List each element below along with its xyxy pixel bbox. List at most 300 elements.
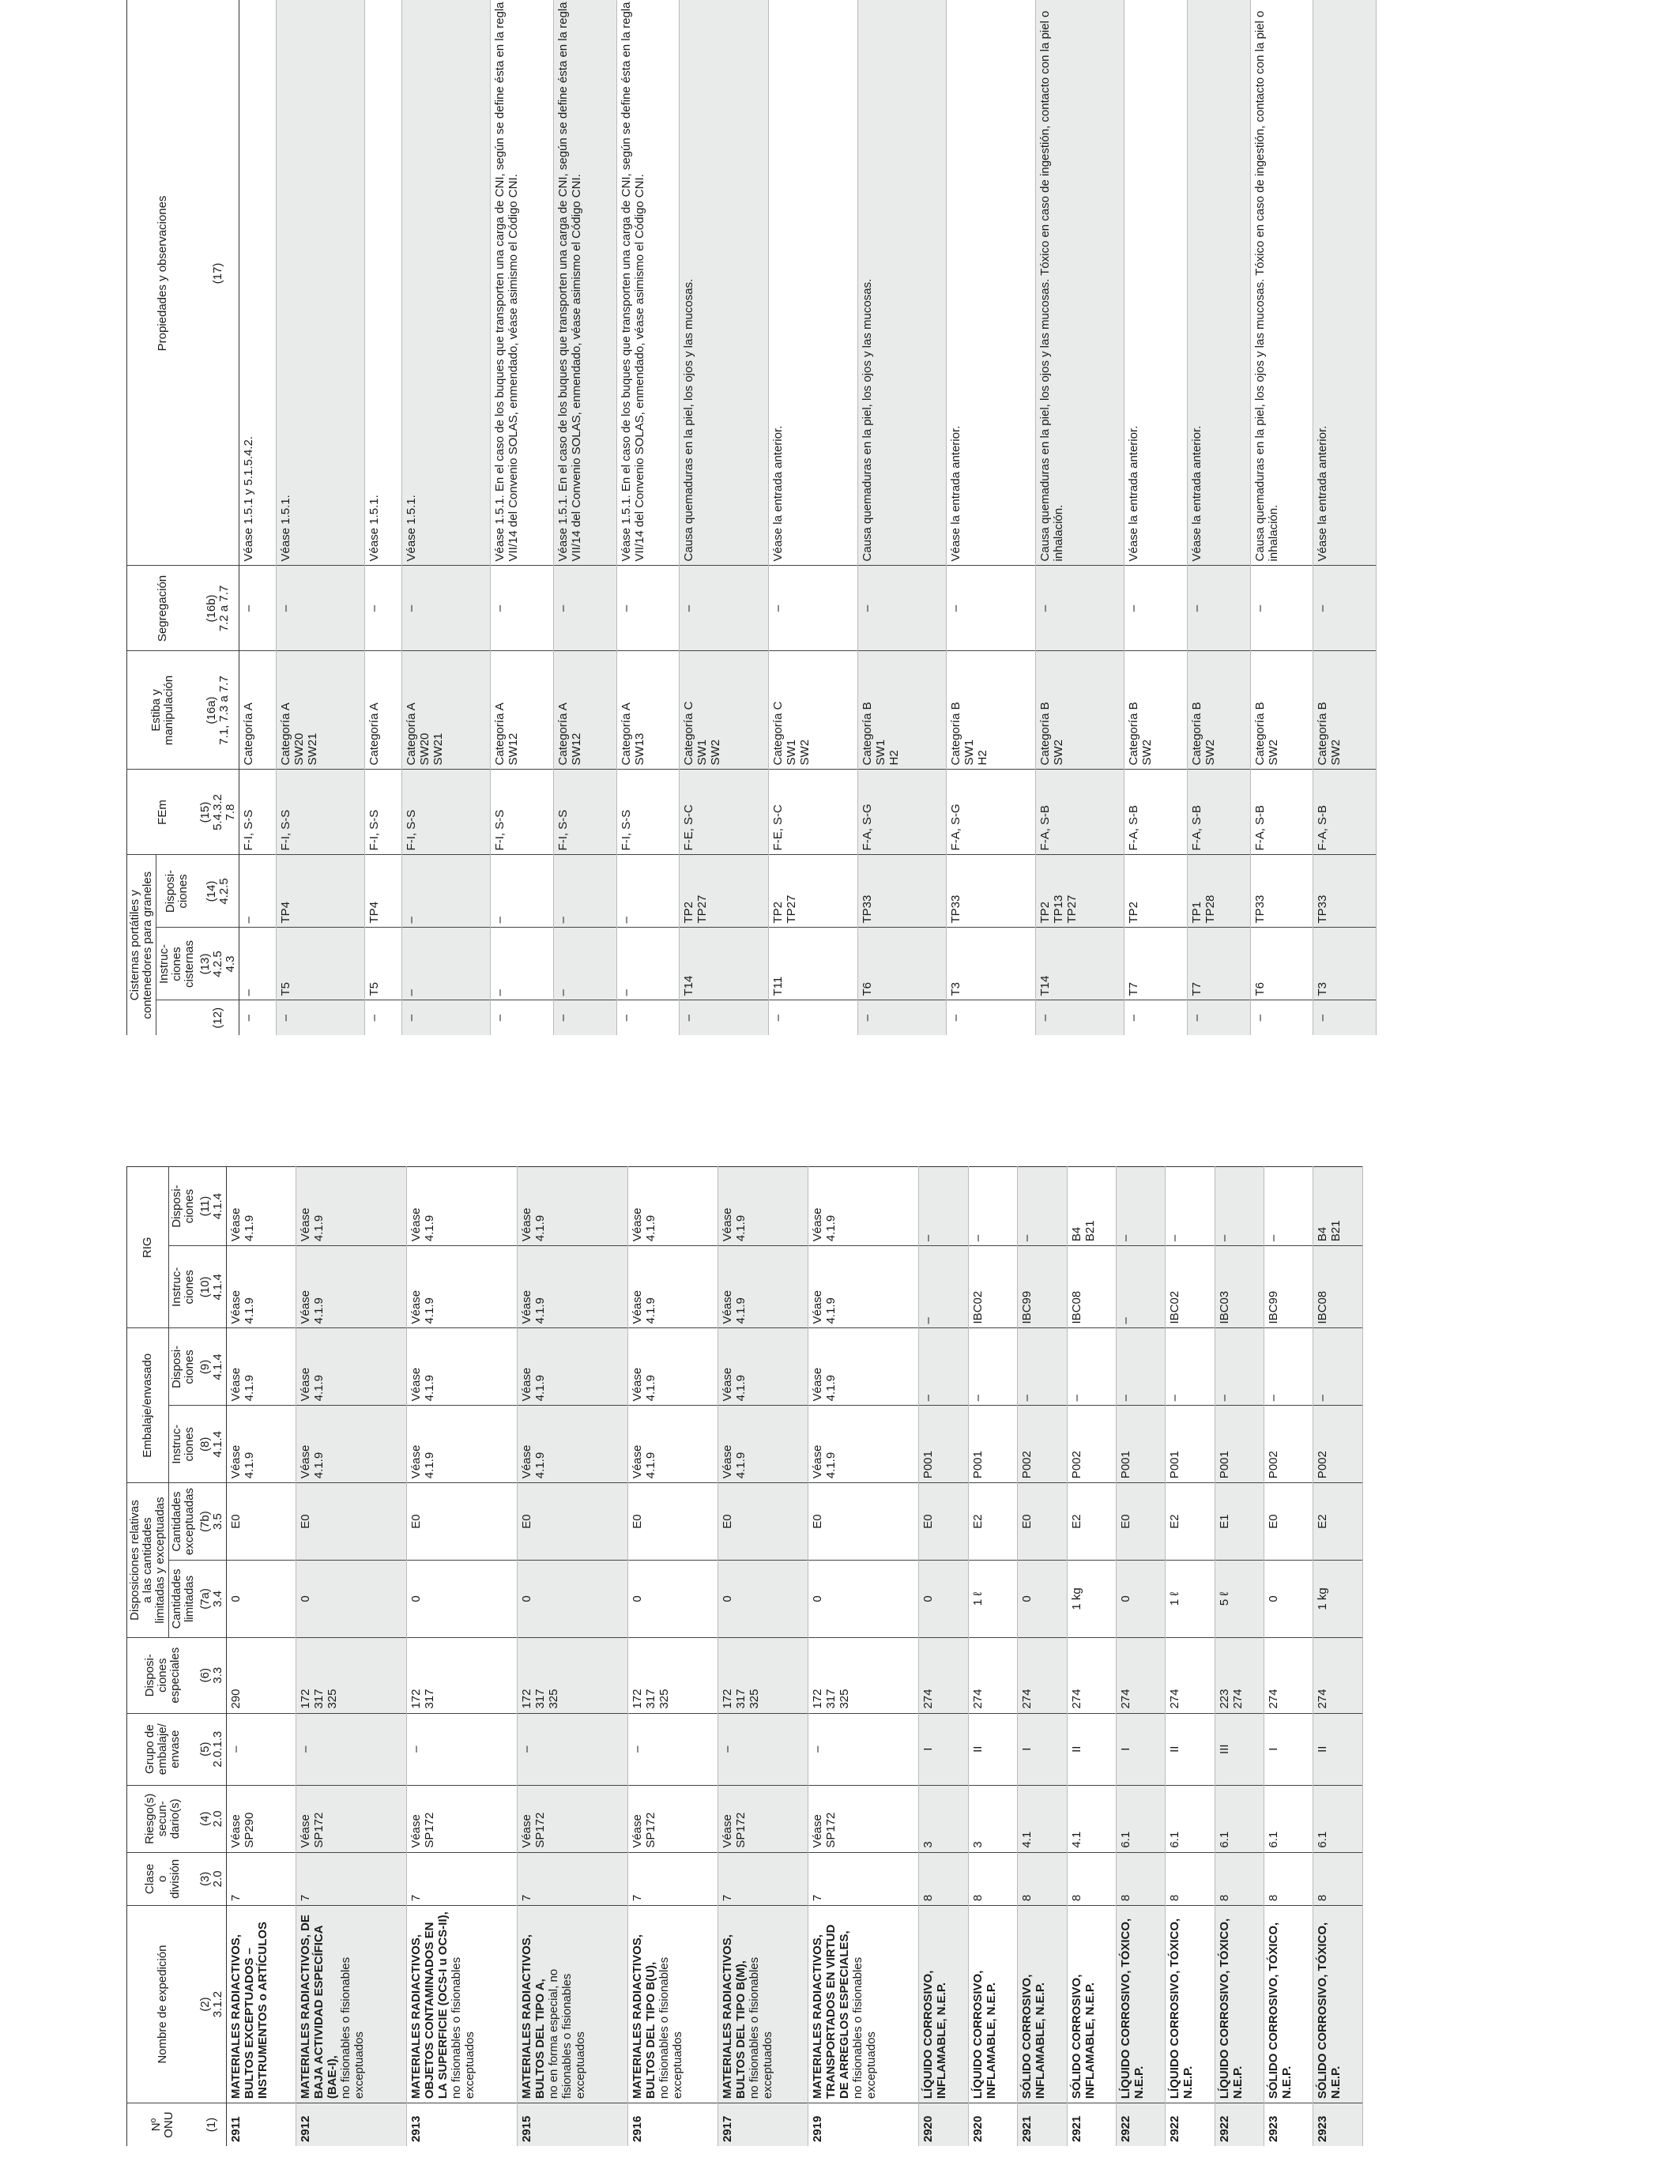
special-provisions: 274 bbox=[1116, 1637, 1165, 1713]
special-provisions: 172 317 325 bbox=[296, 1637, 407, 1713]
header-ibc-provisions: Disposi- ciones bbox=[169, 1167, 198, 1246]
stowage-handling: Categoría B SW2 bbox=[1188, 651, 1251, 770]
special-provisions: 274 bbox=[1264, 1637, 1313, 1713]
packing-instruction: P001 bbox=[1116, 1406, 1165, 1483]
header-subsidiary-risk: Riesgo(s) secun- dario(s) bbox=[127, 1785, 198, 1852]
class: 7 bbox=[628, 1852, 718, 1905]
packing-group: II bbox=[1067, 1713, 1116, 1785]
ibc-provision: B4 B21 bbox=[1067, 1167, 1116, 1246]
stowage-handling: Categoría C SW1 SW2 bbox=[768, 651, 857, 770]
segregation: – bbox=[554, 566, 617, 651]
class: 8 bbox=[968, 1852, 1017, 1905]
ibc-provision: Véase 4.1.9 bbox=[227, 1167, 296, 1246]
header-ibc: RIG bbox=[127, 1167, 169, 1328]
special-provisions: 172 317 325 bbox=[628, 1637, 718, 1713]
table-row bbox=[276, 0, 365, 1035]
properties-observations: Véase 1.5.1. bbox=[401, 0, 491, 566]
header-properties: Propiedades y observaciones bbox=[127, 0, 198, 566]
ibc-instruction: – bbox=[1116, 1246, 1165, 1328]
excepted-quantity: E0 bbox=[296, 1483, 407, 1561]
tank-provision: TP2 TP27 bbox=[768, 855, 857, 928]
ems-code: F-A, S-B bbox=[1035, 770, 1124, 855]
packing-group: – bbox=[718, 1713, 808, 1785]
tank-col12: – bbox=[768, 1000, 857, 1035]
tank-provision: TP33 bbox=[947, 855, 1036, 928]
excepted-quantity: E0 bbox=[808, 1483, 919, 1561]
packing-provision: Véase 4.1.9 bbox=[718, 1328, 808, 1406]
ibc-instruction: – bbox=[919, 1246, 968, 1328]
tank-instruction: T14 bbox=[680, 928, 769, 1000]
ibc-instruction: Véase 4.1.9 bbox=[296, 1246, 407, 1328]
segregation: – bbox=[768, 566, 857, 651]
column-reference: (7a) 3.4 bbox=[198, 1561, 227, 1638]
shipping-name-cell bbox=[1166, 1906, 1215, 2103]
tank-col12: – bbox=[1313, 1000, 1377, 1035]
packing-provision: – bbox=[1116, 1328, 1165, 1406]
table-row bbox=[407, 1167, 518, 2147]
column-reference: (16b) 7.2 a 7.7 bbox=[198, 566, 239, 651]
table-row bbox=[365, 0, 402, 1035]
shipping-name: SÓLIDO CORROSIVO, INFLAMABLE, N.E.P. bbox=[1020, 1974, 1048, 2099]
subsidiary-risk: Véase SP172 bbox=[407, 1785, 518, 1852]
table-row bbox=[718, 1167, 808, 2147]
tank-provision: – bbox=[401, 855, 491, 928]
header-limited-quantities: Cantidades limitadas bbox=[169, 1561, 198, 1638]
ibc-instruction: Véase 4.1.9 bbox=[718, 1246, 808, 1328]
packing-group: – bbox=[518, 1713, 628, 1785]
excepted-quantity: E0 bbox=[1264, 1483, 1313, 1561]
properties-observations: Véase la entrada anterior. bbox=[1188, 0, 1251, 566]
un-number: 2922 bbox=[1166, 2103, 1215, 2146]
subsidiary-risk: 4.1 bbox=[1018, 1785, 1067, 1852]
shipping-name: LÍQUIDO CORROSIVO, INFLAMABLE, N.E.P. bbox=[921, 1970, 949, 2099]
segregation: – bbox=[616, 566, 680, 651]
limited-quantity: 0 bbox=[1116, 1561, 1165, 1638]
ibc-instruction: IBC03 bbox=[1215, 1246, 1264, 1328]
shipping-name: MATERIALES RADIACTIVOS, BULTOS DEL TIPO A, bbox=[520, 1934, 548, 2099]
special-provisions: 172 317 325 bbox=[808, 1637, 919, 1713]
ems-code: F-E, S-C bbox=[680, 770, 769, 855]
packing-instruction: P002 bbox=[1264, 1406, 1313, 1483]
properties-observations: Véase 1.5.1. En el caso de los buques que transporten una carga de CNI, según se define ésta en la regla VII/14 del Convenio SOLAS, enmendado, véase asimismo el Código CNI. bbox=[554, 0, 617, 566]
segregation: – bbox=[947, 566, 1036, 651]
ibc-provision: – bbox=[1116, 1167, 1165, 1246]
tank-provision: TP2 bbox=[1124, 855, 1188, 928]
subsidiary-risk: Véase SP172 bbox=[718, 1785, 808, 1852]
properties-observations: Causa quemaduras en la piel, los ojos y las mucosas. Tóxico en caso de ingestión, contacto con la piel o inhalación. bbox=[1035, 0, 1124, 566]
packing-provision: – bbox=[1215, 1328, 1264, 1406]
class: 8 bbox=[1215, 1852, 1264, 1905]
un-number: 2911 bbox=[227, 2103, 296, 2146]
class: 7 bbox=[296, 1852, 407, 1905]
shipping-name-cell bbox=[1067, 1906, 1116, 2103]
column-reference: (16a) 7.1, 7.3 a 7.7 bbox=[198, 651, 239, 770]
stowage-handling: Categoría A SW20 SW21 bbox=[276, 651, 365, 770]
table-row bbox=[857, 0, 947, 1035]
ems-code: F-E, S-C bbox=[768, 770, 857, 855]
limited-quantity: 0 bbox=[1264, 1561, 1313, 1638]
special-provisions: 223 274 bbox=[1215, 1637, 1264, 1713]
header-packing: Embalaje/envasado bbox=[127, 1328, 169, 1483]
excepted-quantity: E0 bbox=[1018, 1483, 1067, 1561]
properties-observations: Véase 1.5.1. bbox=[365, 0, 402, 566]
class: 8 bbox=[1067, 1852, 1116, 1905]
column-reference: (17) bbox=[198, 0, 239, 566]
shipping-name-cell bbox=[296, 1906, 407, 2103]
tank-instruction: T3 bbox=[1313, 928, 1377, 1000]
subsidiary-risk: 4.1 bbox=[1067, 1785, 1116, 1852]
shipping-name-cell bbox=[808, 1906, 919, 2103]
properties-observations: Véase la entrada anterior. bbox=[1124, 0, 1188, 566]
un-number: 2912 bbox=[296, 2103, 407, 2146]
ems-code: F-I, S-S bbox=[491, 770, 554, 855]
shipping-name-cell bbox=[1313, 1906, 1363, 2103]
segregation: – bbox=[401, 566, 491, 651]
packing-provision: Véase 4.1.9 bbox=[227, 1328, 296, 1406]
ibc-instruction: Véase 4.1.9 bbox=[407, 1246, 518, 1328]
un-number: 2915 bbox=[518, 2103, 628, 2146]
class: 8 bbox=[1018, 1852, 1067, 1905]
ibc-provision: – bbox=[1264, 1167, 1313, 1246]
packing-instruction: Véase 4.1.9 bbox=[628, 1406, 718, 1483]
un-number: 2921 bbox=[1018, 2103, 1067, 2146]
shipping-name: LÍQUIDO CORROSIVO, TÓXICO, N.E.P. bbox=[1217, 1918, 1245, 2099]
ems-code: F-I, S-S bbox=[239, 770, 277, 855]
header-limited-excepted: Disposiciones relativas a las cantidades limitadas y exceptuadas bbox=[127, 1483, 169, 1638]
packing-group: III bbox=[1215, 1713, 1264, 1785]
ibc-provision: – bbox=[919, 1167, 968, 1246]
dangerous-goods-list-left bbox=[126, 1166, 1363, 2146]
tank-col12: – bbox=[401, 1000, 491, 1035]
stowage-handling: Categoría B SW1 H2 bbox=[947, 651, 1036, 770]
shipping-name: LÍQUIDO CORROSIVO, TÓXICO, N.E.P. bbox=[1168, 1918, 1196, 2099]
class: 8 bbox=[1116, 1852, 1165, 1905]
ems-code: F-A, S-B bbox=[1250, 770, 1313, 855]
table-row bbox=[1188, 0, 1251, 1035]
header-packing-provisions: Disposi- ciones bbox=[169, 1328, 198, 1406]
packing-group: I bbox=[1264, 1713, 1313, 1785]
tank-col12: – bbox=[857, 1000, 947, 1035]
shipping-name: MATERIALES RADIACTIVOS, OBJETOS CONTAMINADOS EN LA SUPERFICIE (OCS-I u OCS-II), bbox=[409, 1911, 450, 2099]
ibc-instruction: IBC08 bbox=[1313, 1246, 1363, 1328]
limited-quantity: 0 bbox=[718, 1561, 808, 1638]
packing-instruction: Véase 4.1.9 bbox=[296, 1406, 407, 1483]
table-row bbox=[768, 0, 857, 1035]
packing-group: I bbox=[1116, 1713, 1165, 1785]
tank-instruction: T3 bbox=[947, 928, 1036, 1000]
tank-instruction: – bbox=[491, 928, 554, 1000]
subsidiary-risk: 6.1 bbox=[1166, 1785, 1215, 1852]
shipping-name-qualifier: no fisionables o fisionables exceptuados bbox=[851, 1956, 879, 2099]
table-row bbox=[947, 0, 1036, 1035]
stowage-handling: Categoría A SW13 bbox=[616, 651, 680, 770]
tank-provision: TP4 bbox=[365, 855, 402, 928]
table-row bbox=[491, 0, 554, 1035]
segregation: – bbox=[1035, 566, 1124, 651]
shipping-name-cell bbox=[227, 1906, 296, 2103]
segregation: – bbox=[1124, 566, 1188, 651]
ibc-instruction: Véase 4.1.9 bbox=[518, 1246, 628, 1328]
segregation: – bbox=[1250, 566, 1313, 651]
subsidiary-risk: 6.1 bbox=[1264, 1785, 1313, 1852]
shipping-name: LÍQUIDO CORROSIVO, TÓXICO, N.E.P. bbox=[1118, 1918, 1146, 2099]
class: 8 bbox=[1313, 1852, 1363, 1905]
un-number: 2916 bbox=[628, 2103, 718, 2146]
header-tank-provisions: Disposi- ciones bbox=[156, 855, 198, 928]
properties-observations: Causa quemaduras en la piel, los ojos y las mucosas. bbox=[857, 0, 947, 566]
tank-instruction: T11 bbox=[768, 928, 857, 1000]
tank-provision: TP2 TP13 TP27 bbox=[1035, 855, 1124, 928]
tank-col12: – bbox=[276, 1000, 365, 1035]
limited-quantity: 1 kg bbox=[1313, 1561, 1363, 1638]
table-row bbox=[1250, 0, 1313, 1035]
special-provisions: 290 bbox=[227, 1637, 296, 1713]
header-special-provisions: Disposi- ciones especiales bbox=[127, 1637, 198, 1713]
column-reference: (11) 4.1.4 bbox=[198, 1167, 227, 1246]
excepted-quantity: E0 bbox=[718, 1483, 808, 1561]
header-class: Clase o división bbox=[127, 1852, 198, 1905]
header-excepted-quantities: Cantidades exceptuadas bbox=[169, 1483, 198, 1561]
excepted-quantity: E0 bbox=[628, 1483, 718, 1561]
tank-col12: – bbox=[680, 1000, 769, 1035]
packing-instruction: P001 bbox=[968, 1406, 1017, 1483]
packing-group: – bbox=[628, 1713, 718, 1785]
packing-instruction: Véase 4.1.9 bbox=[718, 1406, 808, 1483]
ibc-provision: Véase 4.1.9 bbox=[296, 1167, 407, 1246]
properties-observations: Véase 1.5.1 y 5.1.5.4.2. bbox=[239, 0, 277, 566]
packing-instruction: Véase 4.1.9 bbox=[518, 1406, 628, 1483]
table-row bbox=[1313, 1167, 1363, 2147]
properties-observations: Véase 1.5.1. bbox=[276, 0, 365, 566]
packing-provision: – bbox=[1313, 1328, 1363, 1406]
un-number: 2920 bbox=[968, 2103, 1017, 2146]
stowage-handling: Categoría A SW12 bbox=[491, 651, 554, 770]
tank-instruction: T14 bbox=[1035, 928, 1124, 1000]
tank-instruction: – bbox=[239, 928, 277, 1000]
shipping-name-cell bbox=[1215, 1906, 1264, 2103]
ems-code: F-A, S-B bbox=[1313, 770, 1377, 855]
table-row bbox=[296, 1167, 407, 2147]
column-reference: (6) 3.3 bbox=[198, 1637, 227, 1713]
class: 7 bbox=[227, 1852, 296, 1905]
column-reference: (2) 3.1.2 bbox=[198, 1906, 227, 2103]
stowage-handling: Categoría B SW2 bbox=[1035, 651, 1124, 770]
ems-code: F-A, S-B bbox=[1188, 770, 1251, 855]
packing-group: – bbox=[227, 1713, 296, 1785]
shipping-name: LÍQUIDO CORROSIVO, INFLAMABLE, N.E.P. bbox=[970, 1970, 998, 2099]
table-row bbox=[1313, 0, 1377, 1035]
ems-code: F-I, S-S bbox=[616, 770, 680, 855]
tank-instruction: T7 bbox=[1124, 928, 1188, 1000]
ibc-provision: Véase 4.1.9 bbox=[407, 1167, 518, 1246]
special-provisions: 172 317 325 bbox=[518, 1637, 628, 1713]
tank-provision: TP2 TP27 bbox=[680, 855, 769, 928]
header-ems: FEm bbox=[127, 770, 198, 855]
tank-col12: – bbox=[491, 1000, 554, 1035]
shipping-name-cell bbox=[1018, 1906, 1067, 2103]
shipping-name: MATERIALES RADIACTIVOS, BULTOS EXCEPTUADOS – INSTRUMENTOS o ARTÍCULOS bbox=[229, 1921, 269, 2099]
class: 8 bbox=[1264, 1852, 1313, 1905]
ems-code: F-I, S-S bbox=[401, 770, 491, 855]
tank-provision: TP33 bbox=[857, 855, 947, 928]
table-row bbox=[1166, 1167, 1215, 2147]
table-row bbox=[401, 0, 491, 1035]
table-row bbox=[1124, 0, 1188, 1035]
tank-instruction: T5 bbox=[365, 928, 402, 1000]
stowage-handling: Categoría A bbox=[239, 651, 277, 770]
table-row bbox=[968, 1167, 1017, 2147]
tank-instruction: T6 bbox=[1250, 928, 1313, 1000]
subsidiary-risk: 6.1 bbox=[1215, 1785, 1264, 1852]
limited-quantity: 0 bbox=[227, 1561, 296, 1638]
column-reference: (4) 2.0 bbox=[198, 1785, 227, 1852]
special-provisions: 274 bbox=[1067, 1637, 1116, 1713]
class: 7 bbox=[407, 1852, 518, 1905]
ibc-instruction: IBC99 bbox=[1018, 1246, 1067, 1328]
segregation: – bbox=[1188, 566, 1251, 651]
column-reference: (8) 4.1.4 bbox=[198, 1406, 227, 1483]
segregation: – bbox=[680, 566, 769, 651]
packing-group: – bbox=[296, 1713, 407, 1785]
header-packing-instructions: Instruc- ciones bbox=[169, 1406, 198, 1483]
packing-provision: Véase 4.1.9 bbox=[407, 1328, 518, 1406]
special-provisions: 274 bbox=[968, 1637, 1017, 1713]
ems-code: F-A, S-B bbox=[1124, 770, 1188, 855]
table-row bbox=[227, 1167, 296, 2147]
properties-observations: Véase la entrada anterior. bbox=[1313, 0, 1377, 566]
special-provisions: 274 bbox=[1166, 1637, 1215, 1713]
packing-group: II bbox=[1313, 1713, 1363, 1785]
tank-col12: – bbox=[1124, 1000, 1188, 1035]
properties-observations: Véase 1.5.1. En el caso de los buques que transporten una carga de CNI, según se define ésta en la regla VII/14 del Convenio SOLAS, enmendado, véase asimismo el Código CNI. bbox=[491, 0, 554, 566]
packing-instruction: P001 bbox=[1215, 1406, 1264, 1483]
packing-instruction: P001 bbox=[919, 1406, 968, 1483]
shipping-name: SÓLIDO CORROSIVO, INFLAMABLE, N.E.P. bbox=[1069, 1974, 1097, 2099]
limited-quantity: 1 ℓ bbox=[1166, 1561, 1215, 1638]
table-row bbox=[518, 1167, 628, 2147]
un-number: 2921 bbox=[1067, 2103, 1116, 2146]
packing-group: II bbox=[1166, 1713, 1215, 1785]
tank-provision: TP4 bbox=[276, 855, 365, 928]
limited-quantity: 0 bbox=[919, 1561, 968, 1638]
excepted-quantity: E2 bbox=[1166, 1483, 1215, 1561]
packing-instruction: Véase 4.1.9 bbox=[808, 1406, 919, 1483]
table-row bbox=[1116, 1167, 1165, 2147]
ibc-provision: – bbox=[1018, 1167, 1067, 1246]
tank-col12: – bbox=[1188, 1000, 1251, 1035]
stowage-handling: Categoría B SW2 bbox=[1250, 651, 1313, 770]
subsidiary-risk: 3 bbox=[919, 1785, 968, 1852]
ibc-provision: – bbox=[1215, 1167, 1264, 1246]
limited-quantity: 1 ℓ bbox=[968, 1561, 1017, 1638]
column-reference: (3) 2.0 bbox=[198, 1852, 227, 1905]
subsidiary-risk: 6.1 bbox=[1313, 1785, 1363, 1852]
stowage-handling: Categoría A SW12 bbox=[554, 651, 617, 770]
un-number: 2923 bbox=[1313, 2103, 1363, 2146]
properties-observations: Causa quemaduras en la piel, los ojos y las mucosas. bbox=[680, 0, 769, 566]
subsidiary-risk: Véase SP172 bbox=[628, 1785, 718, 1852]
stowage-handling: Categoría A bbox=[365, 651, 402, 770]
segregation: – bbox=[365, 566, 402, 651]
packing-instruction: P002 bbox=[1018, 1406, 1067, 1483]
header-tank-instructions: Instruc- ciones cisternas bbox=[156, 928, 198, 1000]
un-number: 2917 bbox=[718, 2103, 808, 2146]
ibc-instruction: IBC99 bbox=[1264, 1246, 1313, 1328]
properties-observations: Causa quemaduras en la piel, los ojos y las mucosas. Tóxico en caso de ingestión, contacto con la piel o inhalación. bbox=[1250, 0, 1313, 566]
tank-col12: – bbox=[365, 1000, 402, 1035]
tank-provision: TP33 bbox=[1313, 855, 1377, 928]
tank-provision: – bbox=[491, 855, 554, 928]
segregation: – bbox=[239, 566, 277, 651]
class: 7 bbox=[718, 1852, 808, 1905]
column-reference: (7b) 3.5 bbox=[198, 1483, 227, 1561]
un-number: 2920 bbox=[919, 2103, 968, 2146]
table-row bbox=[1215, 1167, 1264, 2147]
tank-col12: – bbox=[239, 1000, 277, 1035]
excepted-quantity: E0 bbox=[518, 1483, 628, 1561]
shipping-name-cell bbox=[718, 1906, 808, 2103]
subsidiary-risk: 6.1 bbox=[1116, 1785, 1165, 1852]
excepted-quantity: E2 bbox=[968, 1483, 1017, 1561]
packing-provision: – bbox=[919, 1328, 968, 1406]
ems-code: F-I, S-S bbox=[554, 770, 617, 855]
ibc-instruction: IBC08 bbox=[1067, 1246, 1116, 1328]
table-row bbox=[808, 1167, 919, 2147]
limited-quantity: 5 ℓ bbox=[1215, 1561, 1264, 1638]
excepted-quantity: E0 bbox=[919, 1483, 968, 1561]
tank-provision: TP1 TP28 bbox=[1188, 855, 1251, 928]
ibc-instruction: Véase 4.1.9 bbox=[808, 1246, 919, 1328]
subsidiary-risk: Véase SP290 bbox=[227, 1785, 296, 1852]
shipping-name: MATERIALES RADIACTIVOS, BULTOS DEL TIPO B(M), bbox=[721, 1934, 748, 2099]
packing-provision: Véase 4.1.9 bbox=[296, 1328, 407, 1406]
ibc-instruction: IBC02 bbox=[968, 1246, 1017, 1328]
class: 8 bbox=[919, 1852, 968, 1905]
segregation: – bbox=[857, 566, 947, 651]
shipping-name-cell bbox=[407, 1906, 518, 2103]
ems-code: F-I, S-S bbox=[276, 770, 365, 855]
shipping-name-cell bbox=[518, 1906, 628, 2103]
tank-instruction: – bbox=[401, 928, 491, 1000]
tank-col12: – bbox=[947, 1000, 1036, 1035]
packing-group: I bbox=[919, 1713, 968, 1785]
shipping-name-qualifier: no fisionables o fisionables exceptuados bbox=[657, 1956, 685, 2099]
packing-instruction: Véase 4.1.9 bbox=[407, 1406, 518, 1483]
excepted-quantity: E0 bbox=[227, 1483, 296, 1561]
header-shipping-name: Nombre de expedición bbox=[127, 1906, 198, 2103]
packing-provision: – bbox=[1067, 1328, 1116, 1406]
tank-instruction: – bbox=[616, 928, 680, 1000]
table-row bbox=[628, 1167, 718, 2147]
header-packing-group: Grupo de embalaje/ envase bbox=[127, 1713, 198, 1785]
packing-provision: Véase 4.1.9 bbox=[808, 1328, 919, 1406]
un-number: 2919 bbox=[808, 2103, 919, 2146]
header-stowage: Estiba y manipulación bbox=[127, 651, 198, 770]
ibc-provision: – bbox=[1166, 1167, 1215, 1246]
packing-provision: Véase 4.1.9 bbox=[518, 1328, 628, 1406]
un-number: 2922 bbox=[1215, 2103, 1264, 2146]
table-row bbox=[919, 1167, 968, 2147]
ibc-provision: Véase 4.1.9 bbox=[808, 1167, 919, 1246]
limited-quantity: 0 bbox=[296, 1561, 407, 1638]
un-number: 2913 bbox=[407, 2103, 518, 2146]
segregation: – bbox=[491, 566, 554, 651]
shipping-name-cell bbox=[1116, 1906, 1165, 2103]
tank-col12: – bbox=[1250, 1000, 1313, 1035]
subsidiary-risk: Véase SP172 bbox=[808, 1785, 919, 1852]
tank-col12: – bbox=[616, 1000, 680, 1035]
shipping-name-qualifier: no fisionables o fisionables exceptuados bbox=[450, 1956, 477, 2099]
